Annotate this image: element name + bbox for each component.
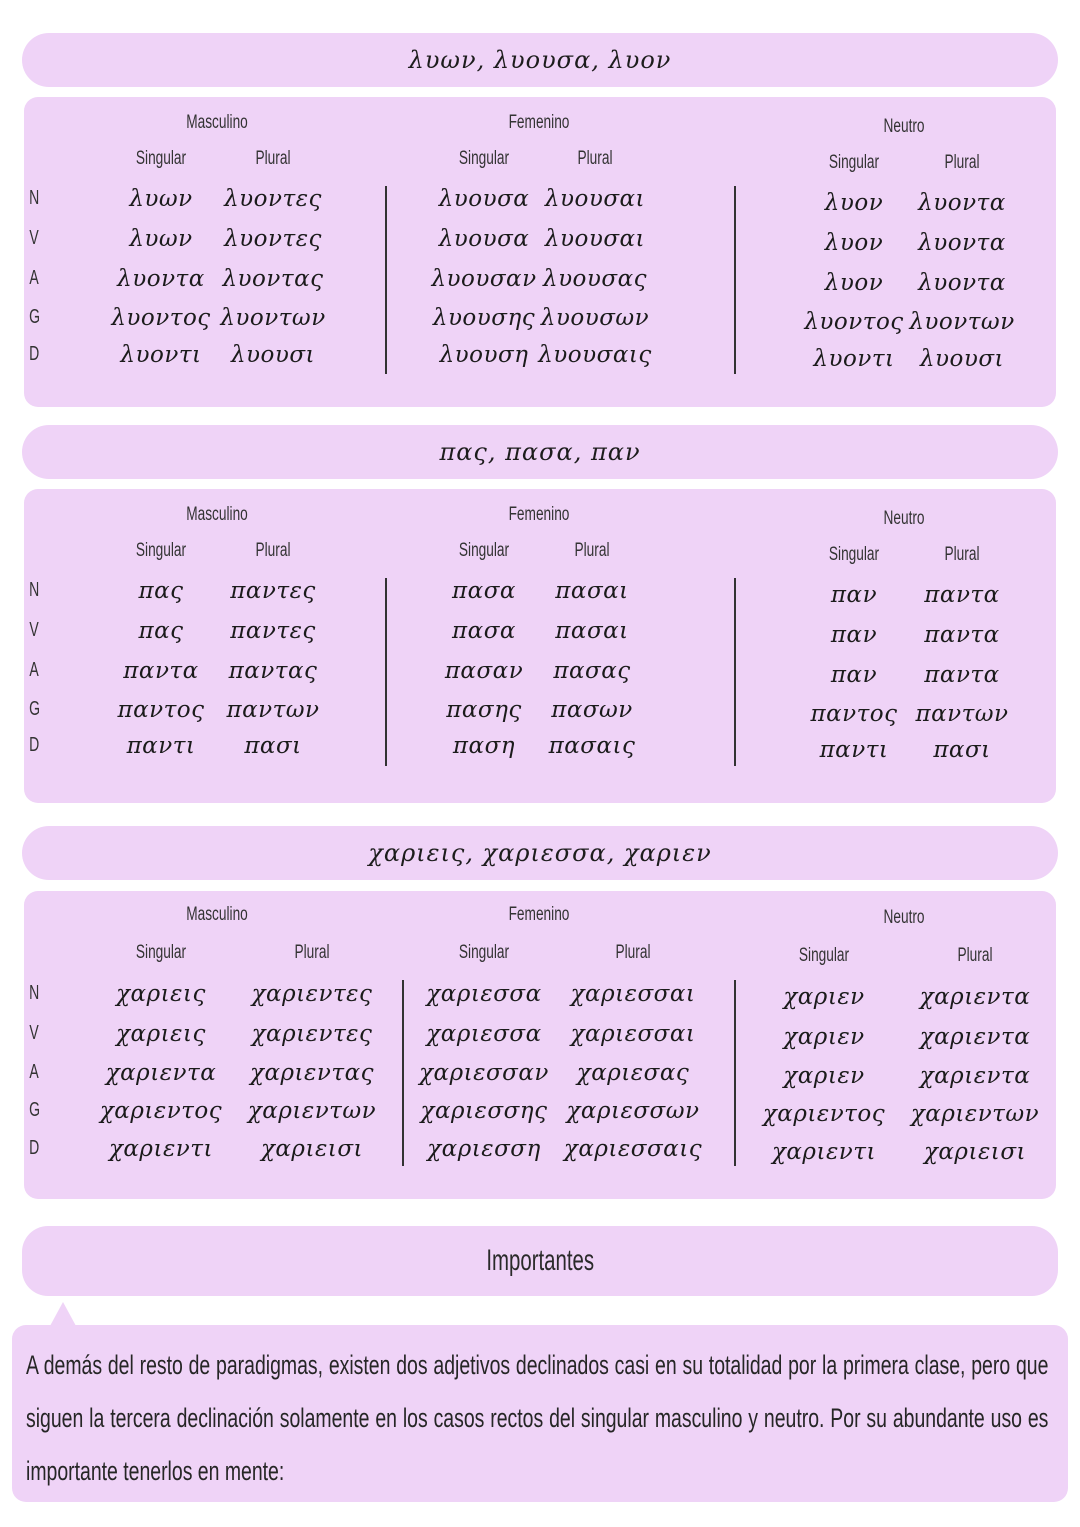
form-cell: χαριεντος bbox=[99, 1098, 223, 1124]
form-cell: χαριεσσα bbox=[426, 981, 542, 1007]
table-title-bar: λυων, λυουσα, λυον bbox=[22, 33, 1058, 87]
form-cell: παν bbox=[830, 662, 878, 688]
form-cell: λυοντα bbox=[918, 270, 1006, 296]
form-cell: χαριεσσαι bbox=[570, 1021, 696, 1047]
form-cell: λυον bbox=[824, 270, 884, 296]
number-header-plural: Plural bbox=[944, 544, 980, 565]
column-divider bbox=[385, 186, 387, 374]
form-cell: λυοντα bbox=[117, 266, 205, 292]
case-label: A bbox=[29, 659, 39, 681]
importantes-text: A demás del resto de paradigmas, existen dos adjetivos declinados casi en su totalidad por la primera clase, pero que siguen la tercera declinación solamente en los casos rectos del singular masculino y neutro. Por su abundante uso es importante tenerlos en mente: bbox=[26, 1350, 1049, 1486]
form-cell: λυοντος bbox=[111, 305, 211, 331]
case-label: D bbox=[29, 1137, 40, 1159]
form-cell: παντων bbox=[915, 701, 1009, 727]
form-cell: λυον bbox=[824, 190, 884, 216]
form-cell: χαριεσσαν bbox=[419, 1060, 549, 1086]
form-cell: πασα bbox=[452, 578, 516, 604]
form-cell: πασι bbox=[933, 737, 991, 763]
form-cell: λυοντας bbox=[222, 266, 324, 292]
form-cell: λυουσαι bbox=[544, 226, 646, 252]
form-cell: λυοντων bbox=[220, 305, 326, 331]
form-cell: λυουσι bbox=[919, 346, 1005, 372]
gender-header-masculino: Masculino bbox=[186, 504, 248, 525]
importantes-header bbox=[22, 1226, 1058, 1296]
gender-header-neutro: Neutro bbox=[883, 907, 925, 928]
form-cell: λυοντες bbox=[224, 186, 322, 212]
case-label: G bbox=[29, 306, 40, 328]
form-cell: πασαν bbox=[444, 658, 524, 684]
column-divider bbox=[402, 980, 404, 1166]
form-cell: πασαις bbox=[548, 733, 636, 759]
form-cell: παντι bbox=[819, 737, 889, 763]
form-cell: χαριεσσης bbox=[420, 1098, 548, 1124]
form-cell: πασας bbox=[553, 658, 631, 684]
case-label: G bbox=[29, 1099, 40, 1121]
gender-header-neutro: Neutro bbox=[883, 508, 925, 529]
form-cell: πασι bbox=[244, 733, 302, 759]
form-cell: πασα bbox=[452, 618, 516, 644]
form-cell: χαριεσσα bbox=[426, 1021, 542, 1047]
column-divider bbox=[385, 578, 387, 766]
number-header-singular: Singular bbox=[135, 148, 187, 169]
form-cell: χαριεντες bbox=[251, 981, 373, 1007]
number-header-plural: Plural bbox=[255, 148, 291, 169]
form-cell: λυουσα bbox=[438, 186, 530, 212]
case-label: V bbox=[29, 1022, 39, 1044]
form-cell: χαριεντι bbox=[771, 1139, 877, 1165]
form-cell: λυουσας bbox=[542, 266, 648, 292]
form-cell: χαριεντα bbox=[919, 1024, 1031, 1050]
form-cell: λυοντι bbox=[813, 346, 895, 372]
form-cell: πασης bbox=[446, 697, 522, 723]
form-cell: λυουσα bbox=[438, 226, 530, 252]
form-cell: χαριεσσαις bbox=[563, 1136, 703, 1162]
gender-header-masculino: Masculino bbox=[186, 904, 248, 925]
number-header-singular: Singular bbox=[135, 540, 187, 561]
case-label: V bbox=[29, 227, 39, 249]
form-cell: λυοντες bbox=[224, 226, 322, 252]
form-cell: λυουσαν bbox=[431, 266, 537, 292]
form-cell: παντας bbox=[228, 658, 318, 684]
case-label: N bbox=[29, 187, 40, 209]
form-cell: χαριεσσων bbox=[566, 1098, 700, 1124]
form-cell: λυον bbox=[824, 230, 884, 256]
form-cell: χαριεντας bbox=[250, 1060, 374, 1086]
form-cell: παντος bbox=[117, 697, 205, 723]
form-cell: παντες bbox=[230, 578, 316, 604]
form-cell: παντος bbox=[810, 701, 898, 727]
number-header-plural: Plural bbox=[574, 540, 610, 561]
number-header-plural: Plural bbox=[944, 152, 980, 173]
form-cell: χαριεισι bbox=[923, 1139, 1027, 1165]
case-label: G bbox=[29, 698, 40, 720]
importantes-note bbox=[12, 1325, 1068, 1502]
number-header-plural: Plural bbox=[294, 942, 330, 963]
number-header-plural: Plural bbox=[577, 148, 613, 169]
number-header-singular: Singular bbox=[135, 942, 187, 963]
form-cell: πασαι bbox=[555, 618, 629, 644]
form-cell: χαριεσας bbox=[576, 1060, 690, 1086]
table-title-bar: χαριεις, χαριεσσα, χαριεν bbox=[22, 826, 1058, 880]
form-cell: χαριεντων bbox=[247, 1098, 377, 1124]
form-cell: λυουσης bbox=[432, 305, 536, 331]
form-cell: χαριεσσαι bbox=[570, 981, 696, 1007]
form-cell: λυουσαι bbox=[544, 186, 646, 212]
form-cell: χαριεν bbox=[783, 1063, 865, 1089]
gender-header-neutro: Neutro bbox=[883, 116, 925, 137]
form-cell: χαριεντες bbox=[251, 1021, 373, 1047]
case-label: N bbox=[29, 579, 40, 601]
form-cell: πας bbox=[138, 578, 184, 604]
form-cell: λυοντος bbox=[804, 309, 904, 335]
form-cell: χαριεντα bbox=[105, 1060, 217, 1086]
column-divider bbox=[734, 980, 736, 1166]
number-header-singular: Singular bbox=[828, 152, 880, 173]
form-cell: λυουσαις bbox=[538, 342, 652, 368]
form-cell: παν bbox=[830, 622, 878, 648]
form-cell: παντι bbox=[126, 733, 196, 759]
form-cell: χαριεντων bbox=[910, 1101, 1040, 1127]
case-label: D bbox=[29, 734, 40, 756]
form-cell: παντες bbox=[230, 618, 316, 644]
form-cell: παντα bbox=[924, 662, 1000, 688]
case-label: V bbox=[29, 619, 39, 641]
form-cell: λυοντα bbox=[918, 190, 1006, 216]
number-header-singular: Singular bbox=[458, 942, 510, 963]
form-cell: παντα bbox=[123, 658, 199, 684]
form-cell: λυοντι bbox=[120, 342, 202, 368]
gender-header-femenino: Femenino bbox=[508, 904, 570, 925]
gender-header-masculino: Masculino bbox=[186, 112, 248, 133]
gender-header-femenino: Femenino bbox=[508, 504, 570, 525]
number-header-plural: Plural bbox=[615, 942, 651, 963]
form-cell: λυοντων bbox=[909, 309, 1015, 335]
form-cell: παση bbox=[452, 733, 516, 759]
column-divider bbox=[734, 186, 736, 374]
column-divider bbox=[734, 578, 736, 766]
number-header-singular: Singular bbox=[798, 945, 850, 966]
form-cell: πας bbox=[138, 618, 184, 644]
number-header-plural: Plural bbox=[957, 945, 993, 966]
number-header-singular: Singular bbox=[828, 544, 880, 565]
form-cell: λυοντα bbox=[918, 230, 1006, 256]
form-cell: χαριεσση bbox=[427, 1136, 541, 1162]
form-cell: λυουσι bbox=[230, 342, 316, 368]
case-label: A bbox=[29, 267, 39, 289]
case-label: D bbox=[29, 343, 40, 365]
table-title-bar: πας, πασα, παν bbox=[22, 425, 1058, 479]
form-cell: παν bbox=[830, 582, 878, 608]
importantes-title: Importantes bbox=[486, 1244, 594, 1277]
form-cell: παντων bbox=[226, 697, 320, 723]
number-header-plural: Plural bbox=[255, 540, 291, 561]
form-cell: παντα bbox=[924, 582, 1000, 608]
form-cell: χαριεν bbox=[783, 1024, 865, 1050]
form-cell: λυων bbox=[129, 186, 193, 212]
gender-header-femenino: Femenino bbox=[508, 112, 570, 133]
form-cell: χαριεντι bbox=[108, 1136, 214, 1162]
form-cell: παντα bbox=[924, 622, 1000, 648]
note-pointer bbox=[50, 1302, 76, 1326]
form-cell: χαριεντα bbox=[919, 1063, 1031, 1089]
case-label: A bbox=[29, 1061, 39, 1083]
number-header-singular: Singular bbox=[458, 540, 510, 561]
form-cell: λυουση bbox=[439, 342, 529, 368]
form-cell: χαριεις bbox=[116, 981, 206, 1007]
form-cell: πασαι bbox=[555, 578, 629, 604]
form-cell: λυουσων bbox=[540, 305, 650, 331]
form-cell: χαριεις bbox=[116, 1021, 206, 1047]
form-cell: χαριεντος bbox=[762, 1101, 886, 1127]
form-cell: πασων bbox=[551, 697, 633, 723]
number-header-singular: Singular bbox=[458, 148, 510, 169]
form-cell: χαριεισι bbox=[260, 1136, 364, 1162]
form-cell: λυων bbox=[129, 226, 193, 252]
case-label: N bbox=[29, 982, 40, 1004]
form-cell: χαριεντα bbox=[919, 984, 1031, 1010]
form-cell: χαριεν bbox=[783, 984, 865, 1010]
